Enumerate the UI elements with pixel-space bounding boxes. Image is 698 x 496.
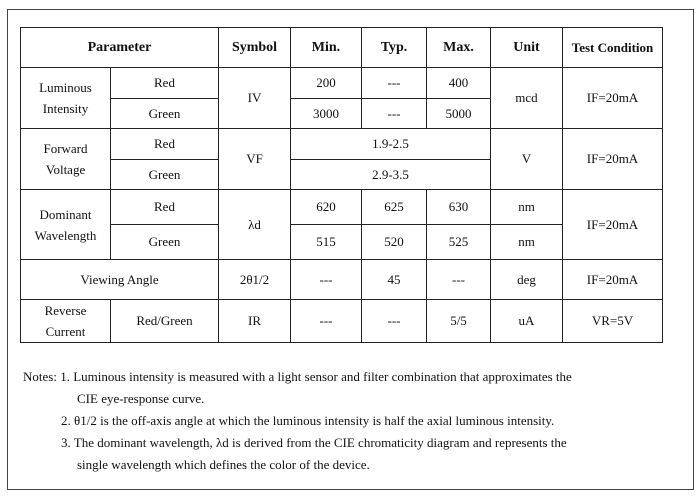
frame-right-border [693, 9, 694, 490]
reverse-typ: --- [362, 300, 427, 343]
luminous-red-label: Red [111, 68, 219, 99]
luminous-unit: mcd [491, 68, 563, 129]
luminous-red-min: 200 [291, 68, 362, 99]
luminous-green-label: Green [111, 99, 219, 129]
luminous-intensity-label: Luminous Intensity [21, 68, 111, 129]
table-row [21, 190, 663, 225]
spec-table [20, 27, 663, 343]
header-unit: Unit [491, 28, 563, 68]
viewing-unit: deg [491, 260, 563, 300]
frame-left-border [7, 9, 8, 490]
note-1: Notes: 1. Luminous intensity is measured with a light sensor and filter combination that approximates the [23, 369, 572, 384]
forward-green-range: 2.9-3.5 [291, 160, 491, 190]
viewing-typ: 45 [362, 260, 427, 300]
dominant-green-max: 525 [427, 225, 491, 260]
forward-unit: V [491, 129, 563, 190]
header-max: Max. [427, 28, 491, 68]
header-typ: Typ. [362, 28, 427, 68]
forward-symbol: VF [219, 129, 291, 190]
forward-red-label: Red [111, 129, 219, 160]
luminous-green-min: 3000 [291, 99, 362, 129]
frame-bottom-border [7, 489, 694, 490]
viewing-min: --- [291, 260, 362, 300]
header-parameter: Parameter [21, 28, 219, 68]
dominant-wavelength-label: Dominant Wavelength [21, 190, 111, 260]
reverse-max: 5/5 [427, 300, 491, 343]
notes-section [23, 366, 683, 476]
dominant-green-label: Green [111, 225, 219, 260]
forward-green-label: Green [111, 160, 219, 190]
viewing-condition: IF=20mA [563, 260, 663, 300]
header-symbol: Symbol [219, 28, 291, 68]
note-3: 3. The dominant wavelength, λd is derived from the CIE chromaticity diagram and represents the [61, 435, 567, 450]
note-3-continued: single wavelength which defines the color of the device. [77, 457, 370, 472]
dominant-green-min: 515 [291, 225, 362, 260]
luminous-green-typ: --- [362, 99, 427, 129]
forward-voltage-label: Forward Voltage [21, 129, 111, 190]
dominant-green-unit: nm [491, 225, 563, 260]
dominant-red-unit: nm [491, 190, 563, 225]
luminous-red-max: 400 [427, 68, 491, 99]
forward-red-range: 1.9-2.5 [291, 129, 491, 160]
table-row [21, 300, 663, 343]
table-row [21, 260, 663, 300]
frame-top-border [7, 9, 694, 10]
viewing-angle-label: Viewing Angle [21, 260, 219, 300]
forward-condition: IF=20mA [563, 129, 663, 190]
reverse-condition: VR=5V [563, 300, 663, 343]
dominant-red-label: Red [111, 190, 219, 225]
reverse-symbol: IR [219, 300, 291, 343]
reverse-unit: uA [491, 300, 563, 343]
dominant-red-typ: 625 [362, 190, 427, 225]
viewing-symbol: 2θ1/2 [219, 260, 291, 300]
table-row [21, 129, 663, 160]
dominant-green-typ: 520 [362, 225, 427, 260]
dominant-red-min: 620 [291, 190, 362, 225]
reverse-color-label: Red/Green [111, 300, 219, 343]
dominant-symbol: λd [219, 190, 291, 260]
header-test-condition: Test Condition [563, 28, 663, 68]
dominant-red-max: 630 [427, 190, 491, 225]
header-min: Min. [291, 28, 362, 68]
dominant-condition: IF=20mA [563, 190, 663, 260]
luminous-red-typ: --- [362, 68, 427, 99]
note-1-continued: CIE eye-response curve. [77, 391, 205, 406]
reverse-current-label: Reverse Current [21, 300, 111, 343]
note-2: 2. θ1/2 is the off-axis angle at which the luminous intensity is half the axial luminous intensity. [61, 413, 555, 428]
luminous-green-max: 5000 [427, 99, 491, 129]
table-row [21, 68, 663, 99]
header-row [21, 28, 663, 68]
luminous-symbol: IV [219, 68, 291, 129]
viewing-max: --- [427, 260, 491, 300]
luminous-condition: IF=20mA [563, 68, 663, 129]
reverse-min: --- [291, 300, 362, 343]
